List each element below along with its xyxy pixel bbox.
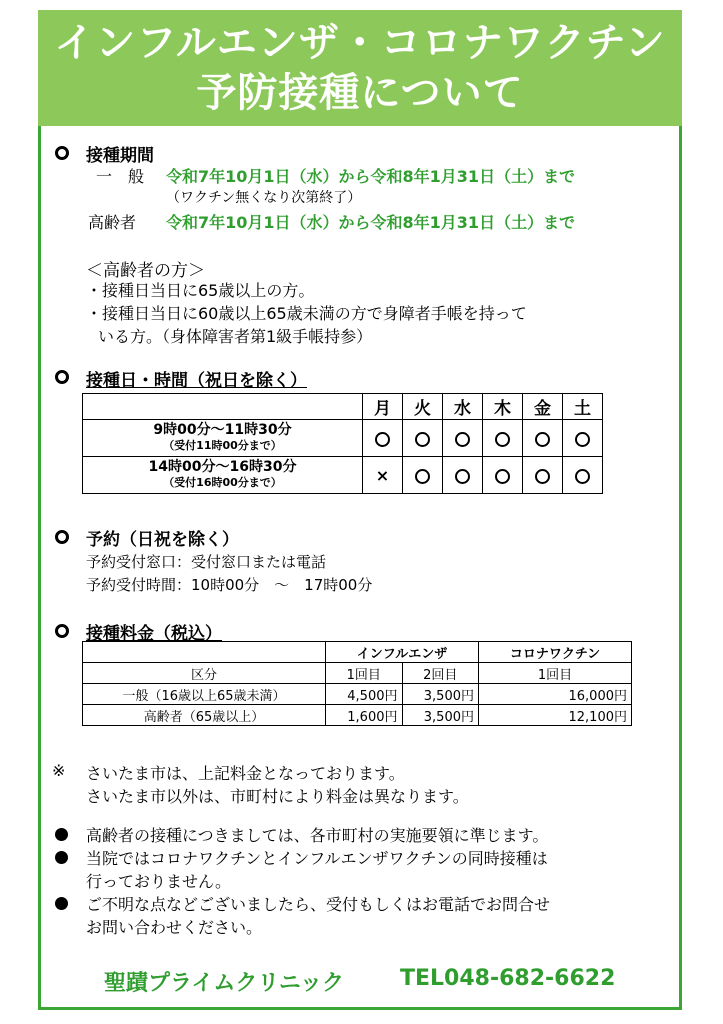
note-line-1: さいたま市は、上記料金となっております。	[86, 764, 405, 783]
available-circle-icon	[495, 432, 510, 447]
fees-heading: 接種料金（税込）	[86, 624, 222, 644]
unavailable-cross-icon: ×	[375, 465, 390, 485]
bullet-1: 高齢者の接種につきましては、各市町村の実施要領に準じます。	[86, 826, 549, 845]
day-header: 木	[483, 394, 523, 420]
elderly-label: 高齢者	[88, 213, 137, 232]
period-heading: 接種期間	[86, 146, 154, 166]
availability-cell	[363, 420, 403, 457]
title-banner	[38, 10, 682, 126]
reservation-heading: 予約（日祝を除く）	[86, 530, 239, 550]
title-line-1: インフルエンザ・コロナワクチン	[54, 20, 666, 66]
bullet-icon	[55, 897, 68, 910]
time-slot-cell	[83, 420, 363, 457]
bullet-icon	[55, 828, 68, 841]
bullet-icon	[55, 851, 68, 864]
availability-cell	[563, 457, 603, 494]
availability-cell	[483, 420, 523, 457]
section-circle-icon	[55, 530, 69, 544]
availability-cell	[443, 457, 483, 494]
flu-header: インフルエンザ	[326, 642, 479, 663]
elderly-dates: 令和7年10月1日（水）から令和8年1月31日（土）まで	[166, 213, 576, 232]
fee-category: 一般（16歳以上65歳未満）	[83, 684, 326, 705]
available-circle-icon	[375, 432, 390, 447]
time-slot-cell	[83, 457, 363, 494]
bullet-3-line-2: お問い合わせください。	[86, 918, 263, 937]
available-circle-icon	[415, 469, 430, 484]
availability-cell	[523, 457, 563, 494]
day-header: 火	[403, 394, 443, 420]
fee-category: 高齢者（65歳以上）	[83, 705, 326, 726]
general-dates: 令和7年10月1日（水）から令和8年1月31日（土）まで	[166, 167, 576, 186]
fee-value: 4,500円	[326, 684, 403, 705]
schedule-table	[82, 393, 603, 494]
fee-value: 1,600円	[326, 705, 403, 726]
table-row	[83, 420, 603, 457]
availability-cell	[403, 420, 443, 457]
title-line-2: 予防接種について	[196, 70, 524, 116]
availability-cell	[483, 457, 523, 494]
elderly-info-line-2: ・接種日当日に60歳以上65歳未満の方で身障者手帳を持って	[86, 304, 527, 323]
time-slot: 14時00分～16時30分	[148, 459, 297, 475]
schedule-heading: 接種日・時間（祝日を除く）	[86, 371, 307, 391]
availability-cell	[403, 457, 443, 494]
bullet-2-line-1: 当院ではコロナワクチンとインフルエンザワクチンの同時接種は	[86, 849, 548, 868]
clinic-name: 聖蹟プライムクリニック	[104, 971, 345, 996]
available-circle-icon	[575, 432, 590, 447]
available-circle-icon	[415, 432, 430, 447]
available-circle-icon	[455, 469, 470, 484]
day-header: 水	[443, 394, 483, 420]
available-circle-icon	[535, 469, 550, 484]
availability-cell	[523, 420, 563, 457]
day-header: 月	[363, 394, 403, 420]
elderly-info-line-3: いる方。（身体障害者第1級手帳持参）	[98, 327, 373, 346]
time-slot: 9時00分～11時30分	[153, 422, 292, 438]
available-circle-icon	[535, 432, 550, 447]
bullet-2-line-2: 行っておりません。	[86, 872, 231, 891]
flu-dose-2-header: 2回目	[402, 663, 479, 684]
fee-value: 3,500円	[402, 705, 479, 726]
day-header: 土	[563, 394, 603, 420]
note-mark: ※	[52, 761, 66, 780]
table-row	[83, 705, 632, 726]
covid-dose-1-header: 1回目	[479, 663, 632, 684]
table-row	[83, 684, 632, 705]
general-label: 一 般	[96, 167, 145, 186]
flu-dose-1-header: 1回目	[326, 663, 403, 684]
fee-value: 3,500円	[402, 684, 479, 705]
available-circle-icon	[575, 469, 590, 484]
reception-time: （受付11時00分まで）	[163, 439, 282, 452]
fee-value: 16,000円	[479, 684, 632, 705]
elderly-info-line-1: ・接種日当日に65歳以上の方。	[86, 281, 315, 300]
bullet-3-line-1: ご不明な点などございましたら、受付もしくはお電話でお問合せ	[86, 895, 551, 914]
day-header: 金	[523, 394, 563, 420]
table-row	[83, 457, 603, 494]
section-circle-icon	[55, 146, 69, 160]
reservation-hours: 予約受付時間：10時00分 ～ 17時00分	[86, 576, 373, 594]
availability-cell	[443, 420, 483, 457]
reservation-window: 予約受付窓口：受付窓口または電話	[86, 553, 327, 571]
schedule-corner-cell	[83, 394, 363, 420]
category-header: 区分	[83, 663, 326, 684]
availability-cell	[363, 457, 403, 494]
fee-table	[82, 641, 632, 726]
elderly-info-heading: ＜高齢者の方＞	[86, 261, 205, 281]
section-circle-icon	[55, 624, 69, 638]
availability-cell	[563, 420, 603, 457]
clinic-phone: TEL048-682-6622	[400, 966, 616, 991]
available-circle-icon	[495, 469, 510, 484]
note-line-2: さいたま市以外は、市町村により料金は異なります。	[86, 787, 469, 806]
section-circle-icon	[55, 370, 69, 384]
fee-corner-cell	[83, 642, 326, 663]
fee-value: 12,100円	[479, 705, 632, 726]
covid-header: コロナワクチン	[479, 642, 632, 663]
general-note: （ワクチン無くなり次第終了）	[166, 190, 362, 206]
available-circle-icon	[455, 432, 470, 447]
reception-time: （受付16時00分まで）	[163, 476, 282, 489]
